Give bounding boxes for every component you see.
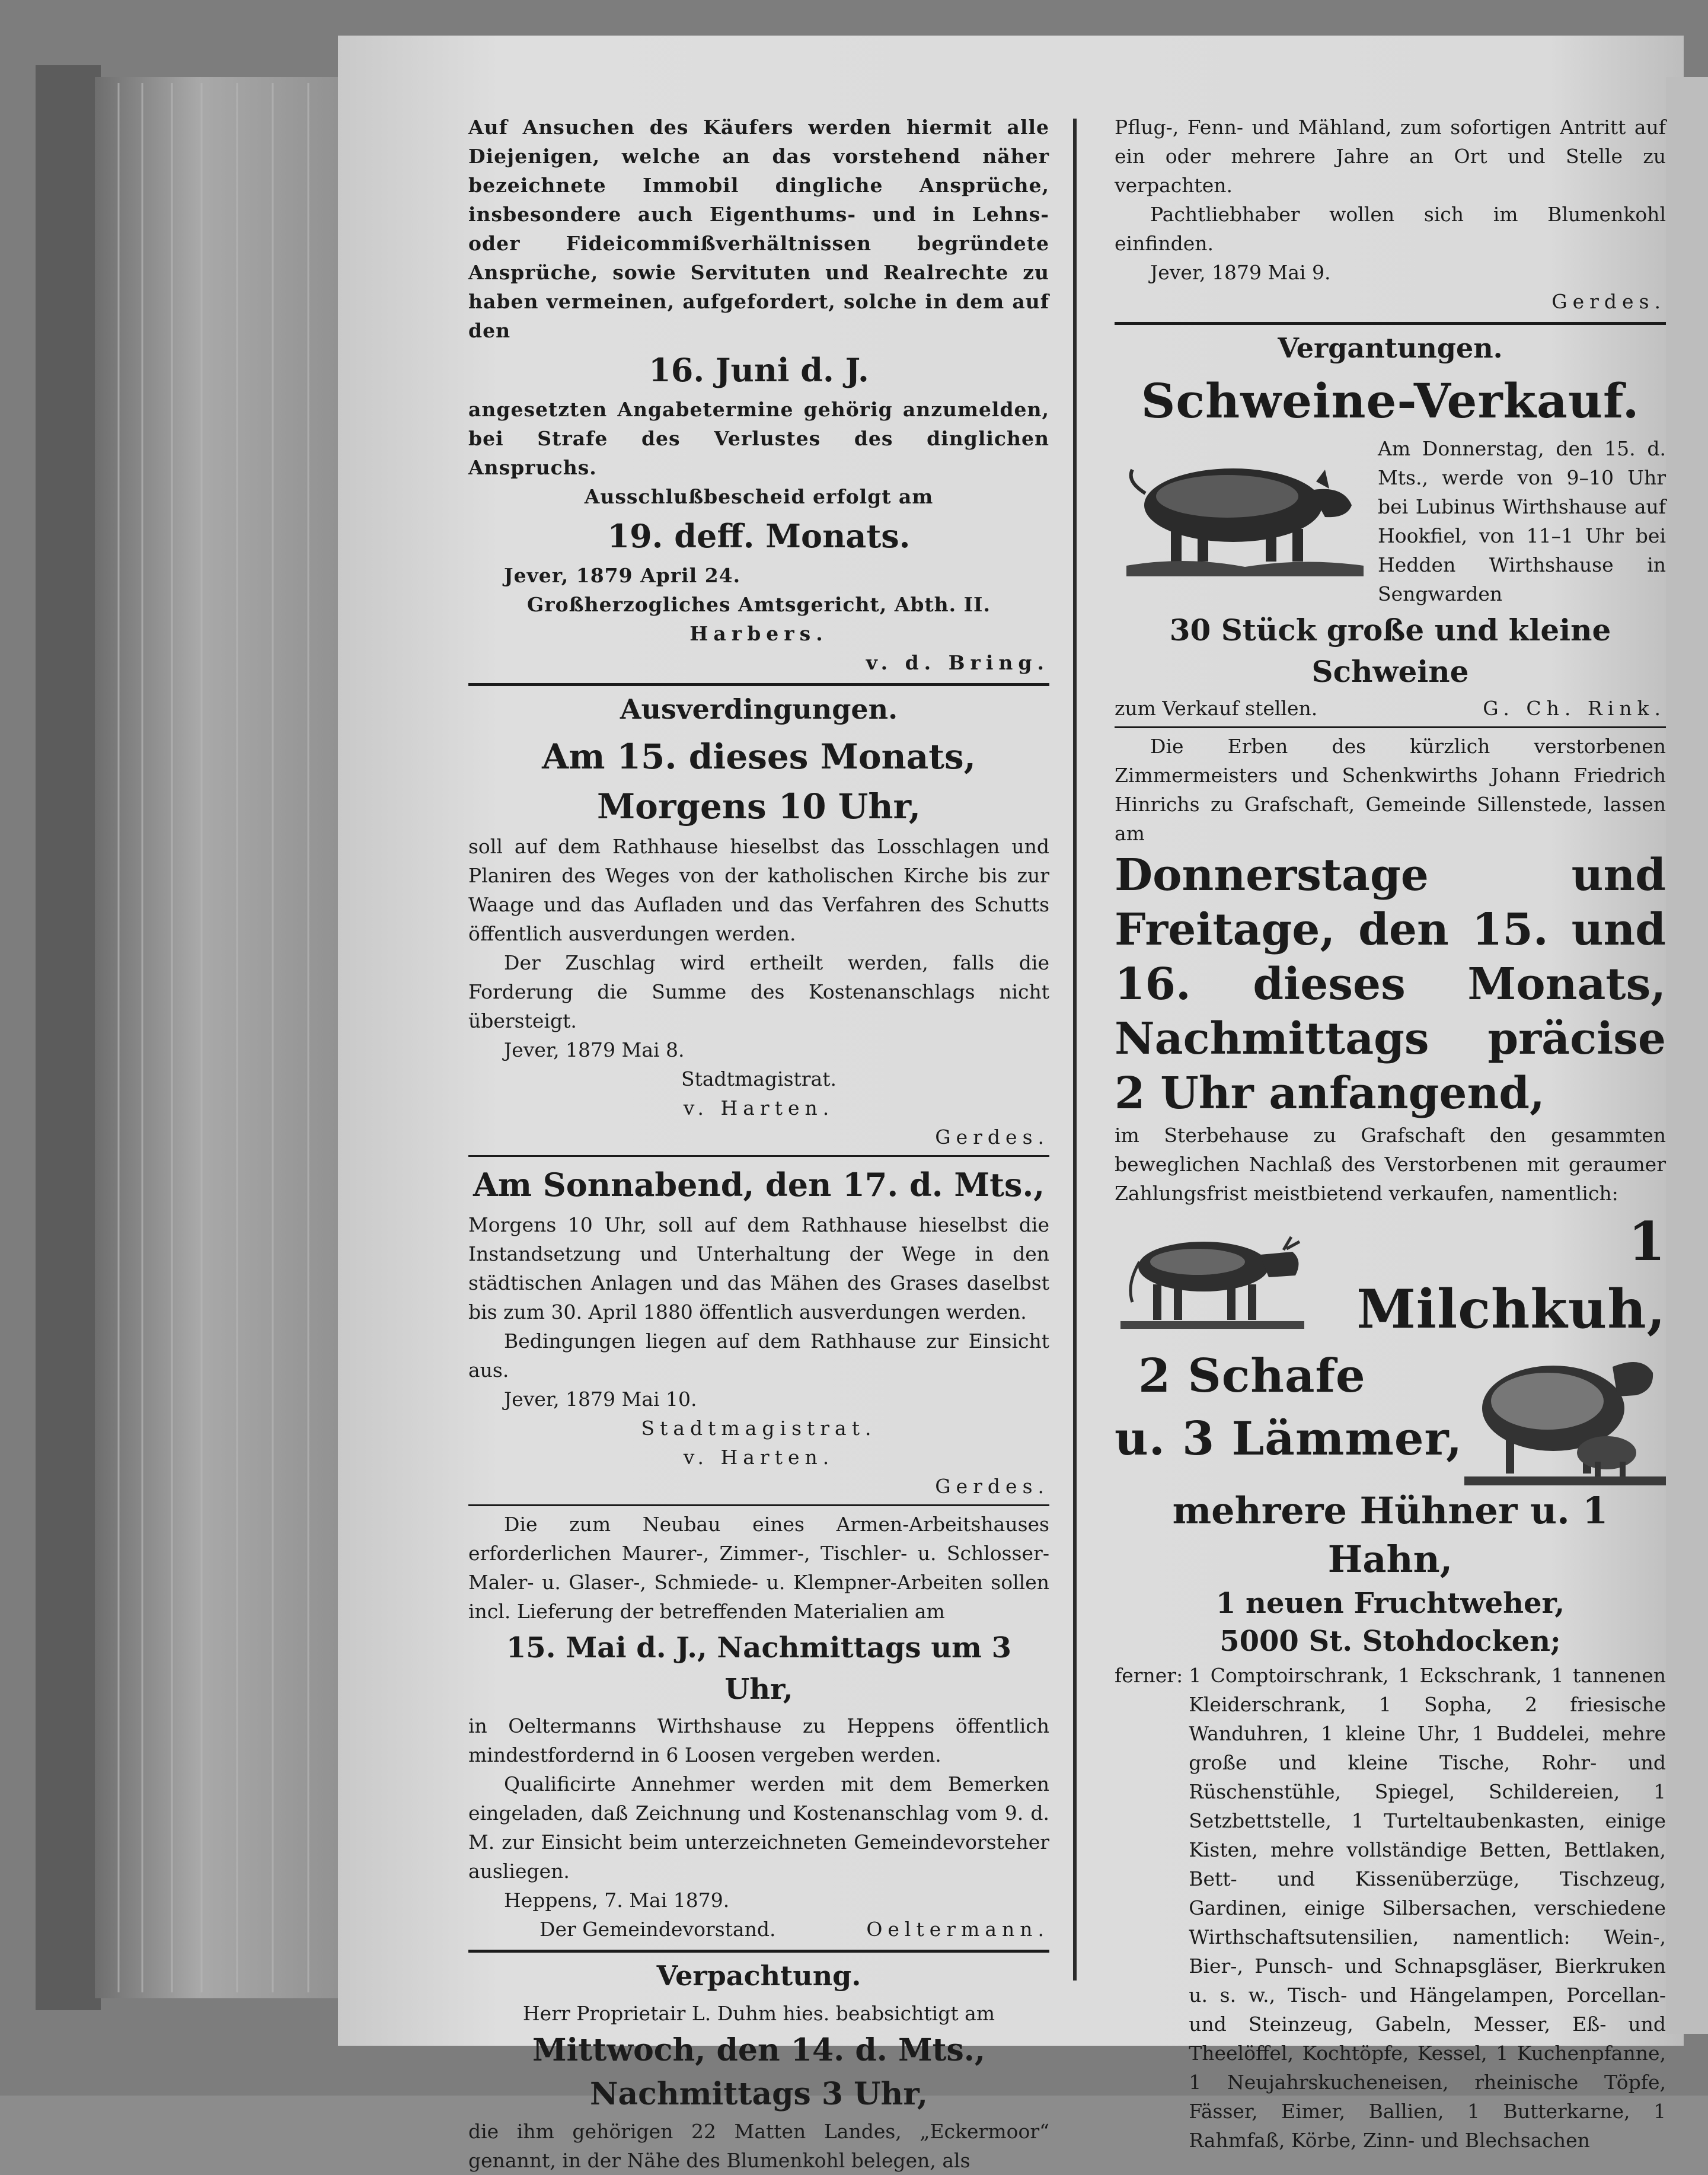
section-heading-vergantungen: Vergantungen.: [1278, 332, 1503, 364]
pig-sale-box: [1115, 434, 1666, 608]
divider: [1115, 322, 1666, 325]
paths-notice: [468, 1160, 1049, 1501]
pig-sale-body: Am Donnerstag, den 15. d. Mts., werde von 9–10 Uhr bei Lubinus Wirthshause auf Hookfiel, von 11–1 Uhr bei Hedden Wirthshause in Sengwarden: [1378, 437, 1666, 605]
item-winnow: 1 neuen Fruchtweher,: [1215, 1587, 1565, 1620]
workhouse-signer: Oeltermann.: [866, 1918, 1049, 1941]
land-lease-body2: Pachtliebhaber wollen sich im Blumenkohl einfinden.: [1115, 203, 1666, 255]
court-notice: [468, 113, 1049, 677]
estate-body2: im Sterbehause zu Grafschaft den gesammten beweglichen Nachlaß des Verstorbenen mit geraumer Zahlungsfrist meistbietend verkaufen, namentlich:: [1115, 1124, 1666, 1205]
further-items: [1115, 1661, 1666, 2155]
section-heading-verpachtung: Verpachtung.: [656, 1960, 861, 1992]
paths-signer: v. Harten.: [683, 1446, 835, 1469]
paths-date: Am Sonnabend, den 17. d. Mts.,: [473, 1166, 1045, 1204]
item-cow: 1 Milchkuh,: [1356, 1210, 1666, 1341]
estate-dates: Donnerstage und Freitage, den 15. und 16. dieses Monats, Nachmittags präcise 2 Uhr anfangend,: [1115, 850, 1666, 1119]
pig-sale-body2: zum Verkauf stellen.: [1115, 697, 1318, 720]
pig-sale-text: [1378, 434, 1666, 608]
lease-time: Nachmittags 3 Uhr,: [589, 2076, 928, 2112]
paths-authority: Stadtmagistrat.: [641, 1417, 877, 1440]
pig-illustration: [1115, 434, 1369, 576]
workhouse-authority: Der Gemeindevorstand.: [539, 1918, 776, 1941]
paths-signer2: Gerdes.: [935, 1475, 1049, 1498]
item-bales: 5000 St. Stohdocken;: [1219, 1625, 1561, 1658]
road-works-body2: Der Zuschlag wird ertheilt werden, falls die Forderung die Summe des Kostenanschlags nicht übersteigt.: [468, 951, 1049, 1032]
court-notice-body2: angesetzten Angabetermine gehörig anzumelden, bei Strafe des Verlustes des dinglichen Anspruchs.: [468, 398, 1049, 479]
court-notice-signer2: v. d. Bring.: [866, 651, 1049, 674]
paths-place-date: Jever, 1879 Mai 10.: [504, 1388, 697, 1411]
section-heading-ausverdingungen: Ausverdingungen.: [620, 693, 898, 725]
land-lease-body: Pflug-, Fenn- und Mähland, zum sofortigen Antritt auf ein oder mehrere Jahre an Ort und Stelle zu verpachten.: [1115, 116, 1666, 197]
court-notice-body: Auf Ansuchen des Käufers werden hiermit alle Diejenigen, welche an das vorstehend näher bezeichnete Immobil dingliche Ansprüche, insbesondere auch Eigenthums- und in Lehns- oder Fideicommißverhältnissen begründete Ansprüche, sowie Servituten und Realrechte zu haben vermeinen, aufgefordert, solche in dem auf den: [468, 116, 1049, 342]
left-column: [468, 113, 1049, 2175]
right-column: [1115, 113, 1666, 2155]
lease-date: Mittwoch, den 14. d. Mts.,: [532, 2032, 986, 2068]
court-notice-signer: Harbers.: [689, 622, 828, 645]
further-items-label: ferner:: [1115, 1664, 1183, 1687]
column-divider: [1073, 119, 1077, 1981]
divider: [468, 1950, 1049, 1953]
divider: [1115, 726, 1666, 728]
paths-body2: Bedingungen liegen auf dem Rathhause zur Einsicht aus.: [468, 1329, 1049, 1382]
pig-sale-signer: G. Ch. Rink.: [1483, 697, 1666, 720]
paths-body: Morgens 10 Uhr, soll auf dem Rathhause hieselbst die Instandsetzung und Unterhaltung der Wege in den städtischen Anlagen und das Mähen des Grases daselbst bis zum 30. April 1880 öffentlich ausverdungen werden.: [468, 1213, 1049, 1324]
item-poultry: mehrere Hühner u. 1 Hahn,: [1172, 1489, 1608, 1581]
road-works-time: Morgens 10 Uhr,: [596, 786, 921, 827]
pig-sale-notice: [1115, 329, 1666, 723]
workhouse-signature-row: [468, 1915, 1049, 1944]
page-block-edges: [95, 77, 356, 1998]
estate-auction-notice: [1115, 732, 1666, 2155]
divider: [468, 1155, 1049, 1157]
cow-illustration: [1115, 1219, 1310, 1332]
lease-body2: die ihm gehörigen 22 Matten Landes, „Eckermoor“ genannt, in der Nähe des Blumenkohl belegen, als: [468, 2120, 1049, 2172]
workhouse-notice: [468, 1510, 1049, 1944]
court-notice-body3: Ausschlußbescheid erfolgt am: [584, 485, 934, 508]
court-notice-date1: 16. Juni d. J.: [649, 351, 869, 389]
item-sheep: 2 Schafe: [1138, 1349, 1366, 1403]
lease-notice: [468, 1956, 1049, 2175]
road-works-date: Am 15. dieses Monats,: [542, 736, 976, 777]
item-lambs: u. 3 Lämmer,: [1115, 1412, 1463, 1466]
further-items-text: 1 Comptoirschrank, 1 Eckschrank, 1 tannenen Kleiderschrank, 1 Sopha, 2 friesische Wanduhren, 1 kleine Uhr, 1 Buddelei, mehre große und kleine Tische, Rohr- und Rüschenstühle, Spiegel, Schildereien, 1 Setzbettstelle, 1 Turteltaubenkasten, einige Kisten, mehre vollständige Betten, Bettlaken, Bett- und Kissenüberzüge, Tischzeug, Gardinen, einige Silbersachen, verschiedene Wirthschaftsutensilien, namentlich: Wein-, Bier-, Punsch- und Schnapsgläser, Bierkruken u. s. w., Tisch- und Hängelampen, Porcellan- und Steinzeug, Gabeln, Messer, Eß- und Theelöffel, Kochtöpfe, Kessel, 1 Kuchenpfanne, 1 Neujahrskucheneisen, rheinische Töpfe, Fässer, Eimer, Ballien, 1 Butterkarne, 1 Rahmfaß, Körbe, Zinn- und Blechsachen: [1189, 1664, 1666, 2152]
cow-item-row: [1115, 1208, 1666, 1343]
divider: [468, 1504, 1049, 1506]
workhouse-body2: in Oeltermanns Wirthshause zu Heppens öffentlich mindestfordernd in 6 Loosen vergeben werden.: [468, 1714, 1049, 1766]
pig-sale-count: 30 Stück große und kleine Schweine: [1169, 613, 1611, 689]
road-works-place-date: Jever, 1879 Mai 8.: [504, 1038, 685, 1061]
book-cover-edge: [36, 65, 101, 2010]
estate-body: Die Erben des kürzlich verstorbenen Zimmermeisters und Schenkwirths Johann Friedrich Hinrichs zu Grafschaft, Gemeinde Sillenstede, lassen am: [1115, 735, 1666, 845]
road-works-notice: [468, 690, 1049, 1152]
sheep-illustration: [1464, 1343, 1666, 1485]
sheep-text: [1115, 1343, 1464, 1472]
lease-body: Herr Proprietair L. Duhm hies. beabsichtigt am: [522, 2002, 995, 2025]
land-lease-continuation: [1115, 113, 1666, 316]
court-notice-place-date: Jever, 1879 April 24.: [504, 564, 741, 587]
road-works-signer: v. Harten.: [683, 1096, 835, 1120]
land-lease-signer: Gerdes.: [1551, 290, 1666, 313]
court-notice-date2: 19. deff. Monats.: [607, 517, 911, 555]
pig-sale-title: Schweine-Verkauf.: [1141, 373, 1640, 429]
road-works-signer2: Gerdes.: [935, 1125, 1049, 1149]
workhouse-body3: Qualificirte Annehmer werden mit dem Bemerken eingeladen, daß Zeichnung und Kostenanschlag vom 9. d. M. zur Einsicht beim unterzeichneten Gemeindevorsteher ausliegen.: [468, 1772, 1049, 1883]
sheep-item-row: [1115, 1343, 1666, 1485]
road-works-authority: Stadtmagistrat.: [681, 1067, 837, 1090]
land-lease-place-date: Jever, 1879 Mai 9.: [1150, 261, 1331, 284]
court-notice-court: Großherzogliches Amtsgericht, Abth. II.: [527, 593, 991, 616]
road-works-body: soll auf dem Rathhause hieselbst das Losschlagen und Planiren des Weges von der katholischen Kirche bis zur Waage und das Aufladen und das Verfahren des Schutts öffentlich ausverdungen werden.: [468, 835, 1049, 945]
workhouse-place-date: Heppens, 7. Mai 1879.: [504, 1889, 730, 1912]
workhouse-body: Die zum Neubau eines Armen-Arbeitshauses erforderlichen Maurer-, Zimmer-, Tischler- u. Schlosser- Maler- u. Glaser-, Schmiede- u. Klempner-Arbeiten sollen incl. Lieferung der betreffenden Materialien am: [468, 1513, 1049, 1623]
pig-sale-signature-row: [1115, 694, 1666, 723]
divider: [468, 683, 1049, 686]
workhouse-date: 15. Mai d. J., Nachmittags um 3 Uhr,: [506, 1631, 1012, 1706]
next-page-sliver: [1666, 77, 1708, 2034]
